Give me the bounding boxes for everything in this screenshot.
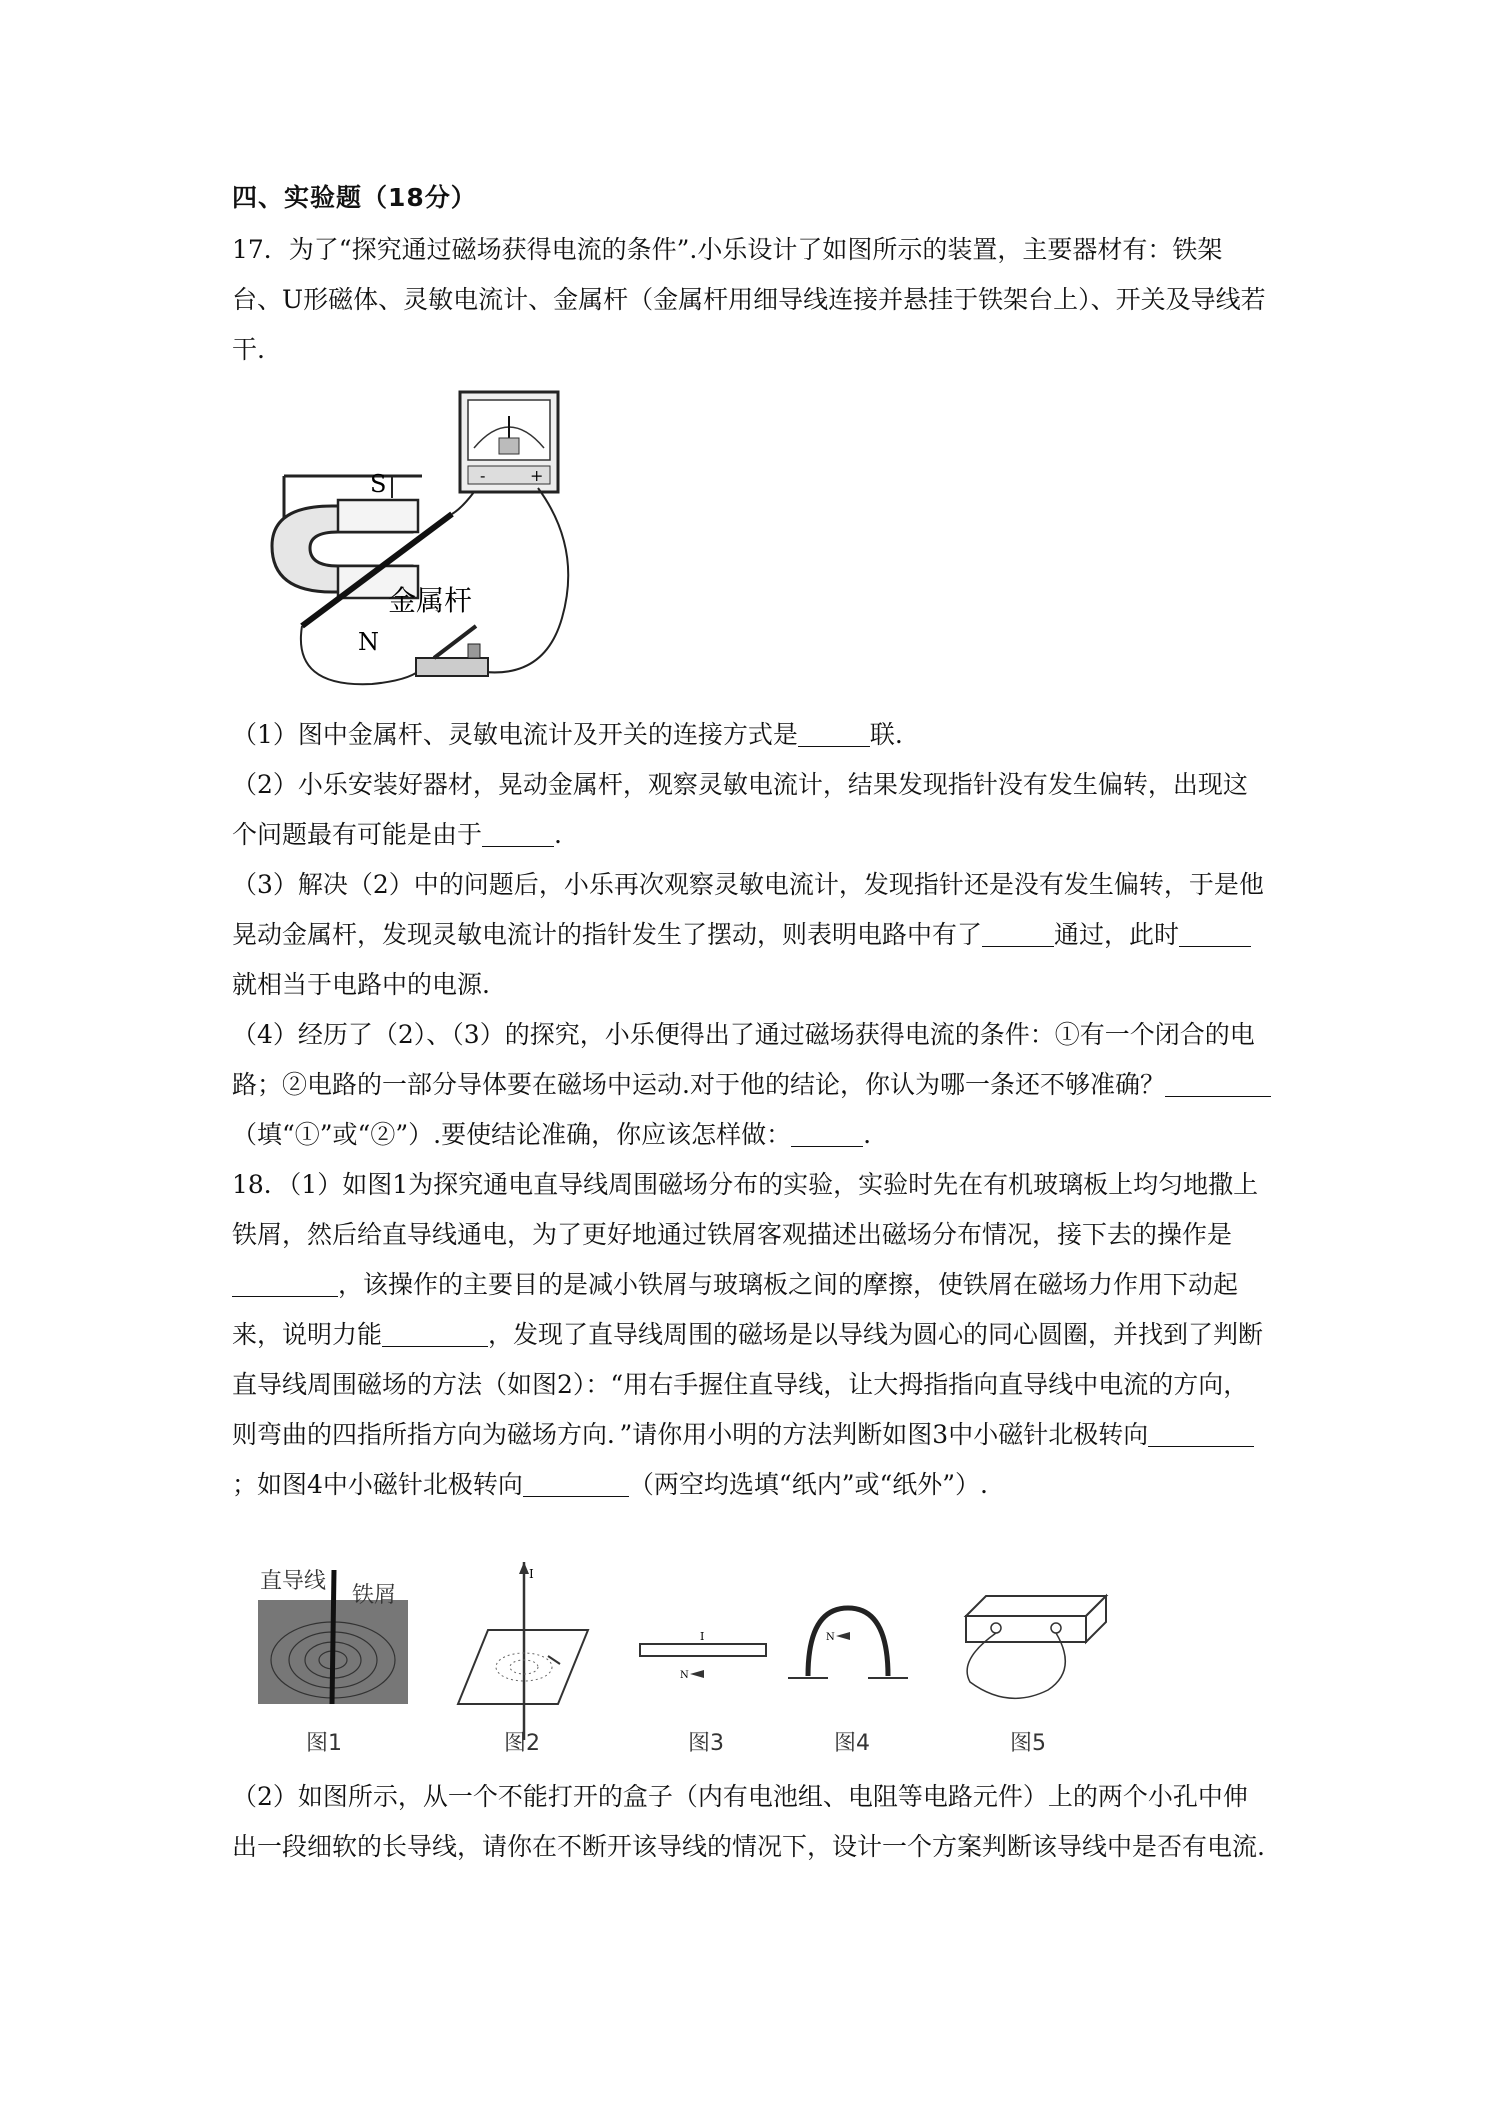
- fig4-caption: 图4: [834, 1731, 870, 1756]
- q17-part2: （2）小乐安装好器材，晃动金属杆，观察灵敏电流计，结果发现指针没有发生偏转，出现这个问题最有可能是由于 .: [232, 770, 1248, 849]
- q17-blank-2[interactable]: [482, 816, 554, 847]
- section-heading: 四、实验题（18分）: [232, 183, 477, 212]
- figure-4: [788, 1608, 908, 1756]
- q17-apparatus-figure: [262, 388, 592, 696]
- meter-plus-label: +: [530, 466, 544, 485]
- pole-s-label: S: [370, 470, 387, 498]
- figure-5: [966, 1596, 1106, 1756]
- q17-blank-1[interactable]: [798, 716, 870, 747]
- q17-blank-3[interactable]: [982, 916, 1054, 947]
- meter-minus-label: -: [480, 466, 486, 485]
- fig5-caption: 图5: [1010, 1731, 1046, 1756]
- metal-rod-label: 金属杆: [388, 584, 473, 617]
- fig3-caption: 图3: [688, 1731, 724, 1756]
- q17-blank-4[interactable]: [1179, 916, 1251, 947]
- figure-1: [258, 1569, 408, 1756]
- q18-blank-3[interactable]: [1148, 1416, 1254, 1447]
- q17-blank-5[interactable]: [1165, 1066, 1271, 1097]
- q17-part1: （1）图中金属杆、灵敏电流计及开关的连接方式是 联.: [232, 710, 1272, 760]
- q17-part4: （4）经历了（2）、（3）的探究，小乐便得出了通过磁场获得电流的条件：①有一个闭合的电路；②电路的一部分导体要在磁场中运动.对于他的结论，你认为哪一条还不够准确？（填“①”或“②”）.要使结论准确，你应该怎样做： .: [232, 1010, 1272, 1160]
- q18-blank-4[interactable]: [523, 1466, 629, 1497]
- q18-part1: 18．（1）如图1为探究通电直导线周围磁场分布的实验，实验时先在有机玻璃板上均匀地撒上铁屑，然后给直导线通电，为了更好地通过铁屑客观描述出磁场分布情况，接下去的操作是，该操作的主要目的是减小铁屑与玻璃板之间的摩擦，使铁屑在磁场力作用下动起来，说明力能 ，发现了直导线周围的磁场是以导线为圆心的同心圆圈，并找到了判断直导线周围磁场的方法（如图2）：“用右手握住直导线，让大拇指指向直导线中电流的方向，则弯曲的四指所指方向为磁场方向．”请你用小明的方法判断如图3中小磁针北极转向；如图4中小磁针北极转向 （两空均选填“纸内”或“纸外”）.: [232, 1170, 1264, 1499]
- q18-blank-1[interactable]: [232, 1266, 338, 1297]
- q17-part3: （3）解决（2）中的问题后，小乐再次观察灵敏电流计，发现指针还是没有发生偏转，于是他晃动金属杆，发现灵敏电流计的指针发生了摆动，则表明电路中有了 通过，此时就相当于电路中的电源.: [232, 870, 1264, 999]
- figure-3: [640, 1630, 766, 1756]
- figure-2: [458, 1562, 588, 1756]
- q18-part2: （2）如图所示，从一个不能打开的盒子（内有电池组、电阻等电路元件）上的两个小孔中伸出一段细软的长导线，请你在不断开该导线的情况下，设计一个方案判断该导线中是否有电流.: [232, 1782, 1265, 1861]
- q18-blank-2[interactable]: [382, 1316, 488, 1347]
- fig3-needle-n: N: [680, 1670, 689, 1681]
- q18-figures-row: [248, 1560, 1148, 1760]
- fig2-current-label: I: [529, 1567, 534, 1581]
- fig4-needle-n: N: [826, 1632, 835, 1643]
- fig1-wire-label: 直导线: [260, 1569, 327, 1594]
- q17-intro: 17．为了“探究通过磁场获得电流的条件”.小乐设计了如图所示的装置，主要器材有：铁架台、U形磁体、灵敏电流计、金属杆（金属杆用细导线连接并悬挂于铁架台上）、开关及导线若干.: [232, 235, 1266, 364]
- fig1-caption: 图1: [306, 1731, 342, 1756]
- fig3-current-label: I: [700, 1630, 705, 1643]
- fig1-filings-label: 铁屑: [352, 1583, 397, 1608]
- q17-blank-6[interactable]: [791, 1116, 863, 1147]
- pole-n-label: N: [358, 628, 379, 656]
- fig2-caption: 图2: [504, 1731, 540, 1756]
